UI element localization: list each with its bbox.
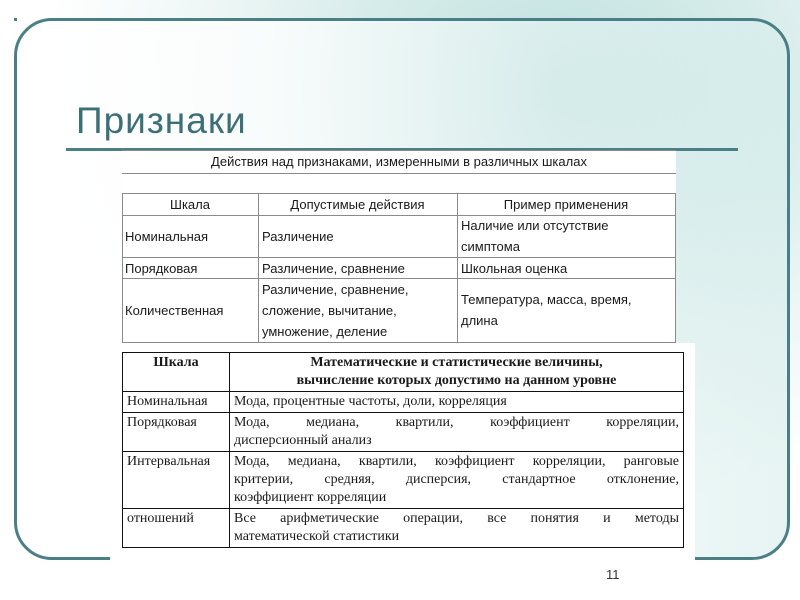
table-header-row — [123, 353, 684, 392]
table2-cell-values — [230, 452, 684, 509]
table1-header-actions: Допустимые действия — [290, 197, 425, 212]
table1-cell-actions: умножение, деление — [262, 324, 388, 339]
table2-line: дисперсионный анализ — [234, 433, 372, 448]
statistics-table — [110, 343, 695, 560]
table2-line: Все арифметические операции, все понятия и методы — [234, 511, 679, 526]
slide-title: Признаки — [76, 100, 247, 141]
table2-line: критерии, средняя, дисперсия, стандартное отклонение, — [234, 472, 679, 487]
table1-cell-example: Наличие или отсутствие — [461, 218, 609, 233]
table2-line: коэффициент корреляции — [234, 490, 387, 505]
table1-cell-scale: Порядковая — [125, 261, 198, 276]
table1-caption: Действия над признаками, измеренными в различных шкалах — [122, 150, 676, 174]
table1-header-scale: Шкала — [170, 197, 210, 212]
table2-cell-values — [230, 509, 684, 548]
table1-cell-example: Школьная оценка — [461, 261, 568, 276]
table1-cell-scale: Количественная — [125, 303, 224, 318]
table2-cell-scale: Номинальная — [123, 392, 230, 413]
table-row — [123, 509, 684, 548]
table2-header-line: Математические и статистические величины, — [310, 355, 603, 370]
table1-cell-example: симптома — [461, 239, 520, 254]
table1-cell-scale: Номинальная — [125, 229, 209, 244]
table2-cell-values — [230, 413, 684, 452]
table2-cell-scale: Интервальная — [123, 452, 230, 509]
table2-cell-values — [230, 392, 684, 413]
table2-header-values — [230, 353, 684, 392]
table2-header-scale: Шкала — [123, 353, 230, 392]
table-row — [123, 392, 684, 413]
table1-cell-actions: Различение, сравнение, — [262, 282, 409, 297]
table-row — [123, 452, 684, 509]
table1-cell-example: длина — [461, 313, 498, 328]
frame-corner-mark — [14, 18, 17, 21]
table1-cell-actions: сложение, вычитание, — [262, 303, 397, 318]
table2-line: Мода, медиана, квартили, коэффициент корреляции, ранговые — [234, 454, 679, 469]
table2-line: Мода, медиана, квартили, коэффициент корреляции, — [234, 415, 679, 430]
table1-cell-actions: Различение — [262, 229, 334, 244]
table1-cell-example: Температура, масса, время, — [461, 292, 632, 307]
table2-line: Мода, процентные частоты, доли, корреляция — [234, 394, 507, 409]
scale-actions-table — [122, 150, 676, 342]
table2-header-line: вычисление которых допустимо на данном уровне — [296, 373, 617, 388]
statistics-table-grid — [122, 352, 684, 548]
table2-cell-scale: отношений — [123, 509, 230, 548]
table1-header-example: Пример применения — [503, 197, 629, 212]
table2-line: математической статистики — [234, 529, 400, 544]
table2-cell-scale: Порядковая — [123, 413, 230, 452]
page-number: 11 — [606, 567, 620, 582]
table1-cell-actions: Различение, сравнение — [262, 261, 405, 276]
table-row — [123, 413, 684, 452]
